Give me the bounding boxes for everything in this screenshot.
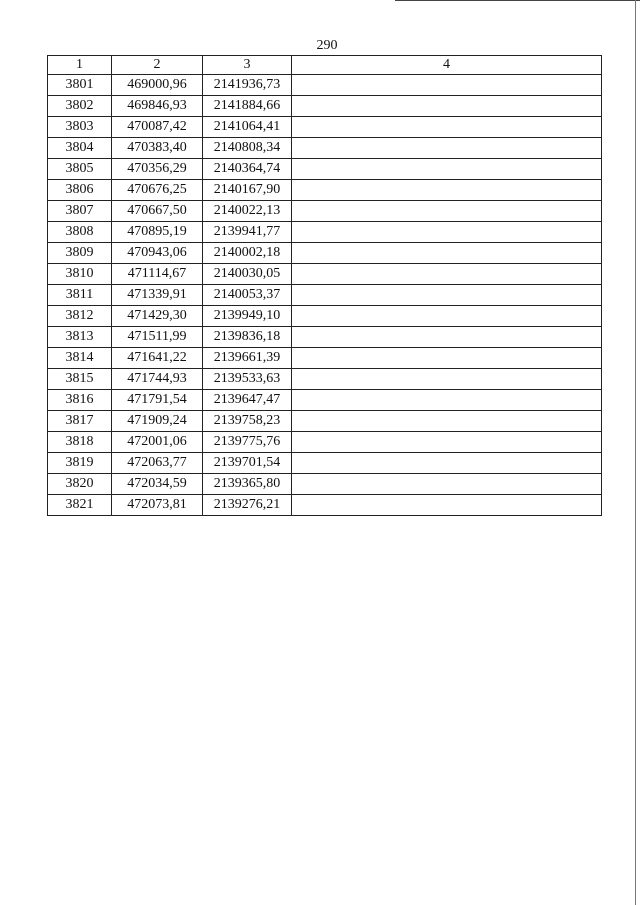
point-number-cell: 3810 (48, 264, 112, 285)
description-cell (292, 222, 602, 243)
point-number-cell: 3801 (48, 75, 112, 96)
x-coordinate-cell: 471429,30 (112, 306, 203, 327)
x-coordinate-cell: 472034,59 (112, 474, 203, 495)
description-cell (292, 159, 602, 180)
description-cell (292, 243, 602, 264)
scan-edge-top (395, 0, 640, 1)
point-number-cell: 3802 (48, 96, 112, 117)
coordinates-table (47, 55, 602, 516)
y-coordinate-cell: 2139647,47 (203, 390, 292, 411)
table-row (48, 474, 602, 495)
x-coordinate-cell: 471339,91 (112, 285, 203, 306)
point-number-cell: 3821 (48, 495, 112, 516)
x-coordinate-cell: 471791,54 (112, 390, 203, 411)
table-row (48, 117, 602, 138)
table-row (48, 243, 602, 264)
x-coordinate-cell: 471114,67 (112, 264, 203, 285)
point-number-cell: 3819 (48, 453, 112, 474)
y-coordinate-cell: 2139533,63 (203, 369, 292, 390)
description-cell (292, 285, 602, 306)
x-coordinate-cell: 471744,93 (112, 369, 203, 390)
table-row (48, 369, 602, 390)
point-number-cell: 3817 (48, 411, 112, 432)
description-cell (292, 327, 602, 348)
table-row (48, 453, 602, 474)
table-row (48, 96, 602, 117)
column-header-3: 3 (203, 56, 292, 75)
table-row (48, 285, 602, 306)
y-coordinate-cell: 2139949,10 (203, 306, 292, 327)
y-coordinate-cell: 2140053,37 (203, 285, 292, 306)
y-coordinate-cell: 2139758,23 (203, 411, 292, 432)
x-coordinate-cell: 470383,40 (112, 138, 203, 159)
description-cell (292, 180, 602, 201)
x-coordinate-cell: 472063,77 (112, 453, 203, 474)
x-coordinate-cell: 470895,19 (112, 222, 203, 243)
point-number-cell: 3806 (48, 180, 112, 201)
table-row (48, 411, 602, 432)
scan-edge-right (635, 0, 636, 905)
y-coordinate-cell: 2141064,41 (203, 117, 292, 138)
y-coordinate-cell: 2140364,74 (203, 159, 292, 180)
x-coordinate-cell: 470087,42 (112, 117, 203, 138)
point-number-cell: 3813 (48, 327, 112, 348)
x-coordinate-cell: 470943,06 (112, 243, 203, 264)
x-coordinate-cell: 471511,99 (112, 327, 203, 348)
y-coordinate-cell: 2139701,54 (203, 453, 292, 474)
y-coordinate-cell: 2139775,76 (203, 432, 292, 453)
x-coordinate-cell: 472001,06 (112, 432, 203, 453)
description-cell (292, 495, 602, 516)
point-number-cell: 3811 (48, 285, 112, 306)
x-coordinate-cell: 469000,96 (112, 75, 203, 96)
table-row (48, 432, 602, 453)
point-number-cell: 3818 (48, 432, 112, 453)
x-coordinate-cell: 470676,25 (112, 180, 203, 201)
description-cell (292, 201, 602, 222)
y-coordinate-cell: 2139941,77 (203, 222, 292, 243)
description-cell (292, 264, 602, 285)
x-coordinate-cell: 470356,29 (112, 159, 203, 180)
table-row (48, 159, 602, 180)
point-number-cell: 3805 (48, 159, 112, 180)
table-row (48, 327, 602, 348)
y-coordinate-cell: 2141884,66 (203, 96, 292, 117)
description-cell (292, 432, 602, 453)
page-number: 290 (316, 38, 338, 53)
description-cell (292, 96, 602, 117)
description-cell (292, 306, 602, 327)
y-coordinate-cell: 2140167,90 (203, 180, 292, 201)
point-number-cell: 3812 (48, 306, 112, 327)
x-coordinate-cell: 469846,93 (112, 96, 203, 117)
column-header-4: 4 (292, 56, 602, 75)
table-row (48, 75, 602, 96)
x-coordinate-cell: 472073,81 (112, 495, 203, 516)
y-coordinate-cell: 2139365,80 (203, 474, 292, 495)
point-number-cell: 3803 (48, 117, 112, 138)
y-coordinate-cell: 2140022,13 (203, 201, 292, 222)
y-coordinate-cell: 2140030,05 (203, 264, 292, 285)
header-row (48, 56, 602, 75)
description-cell (292, 117, 602, 138)
point-number-cell: 3804 (48, 138, 112, 159)
table-row (48, 264, 602, 285)
description-cell (292, 369, 602, 390)
description-cell (292, 138, 602, 159)
column-header-2: 2 (112, 56, 203, 75)
point-number-cell: 3820 (48, 474, 112, 495)
y-coordinate-cell: 2139661,39 (203, 348, 292, 369)
point-number-cell: 3809 (48, 243, 112, 264)
x-coordinate-cell: 471909,24 (112, 411, 203, 432)
y-coordinate-cell: 2139276,21 (203, 495, 292, 516)
point-number-cell: 3808 (48, 222, 112, 243)
y-coordinate-cell: 2139836,18 (203, 327, 292, 348)
description-cell (292, 411, 602, 432)
x-coordinate-cell: 471641,22 (112, 348, 203, 369)
table-row (48, 390, 602, 411)
description-cell (292, 474, 602, 495)
y-coordinate-cell: 2140808,34 (203, 138, 292, 159)
description-cell (292, 390, 602, 411)
table-row (48, 306, 602, 327)
table-body (48, 75, 602, 516)
y-coordinate-cell: 2140002,18 (203, 243, 292, 264)
point-number-cell: 3814 (48, 348, 112, 369)
table-row (48, 138, 602, 159)
table-row (48, 222, 602, 243)
table-row (48, 495, 602, 516)
point-number-cell: 3815 (48, 369, 112, 390)
x-coordinate-cell: 470667,50 (112, 201, 203, 222)
description-cell (292, 75, 602, 96)
y-coordinate-cell: 2141936,73 (203, 75, 292, 96)
table-row (48, 180, 602, 201)
column-header-1: 1 (48, 56, 112, 75)
table-row (48, 348, 602, 369)
description-cell (292, 348, 602, 369)
table-header (48, 56, 602, 75)
point-number-cell: 3816 (48, 390, 112, 411)
description-cell (292, 453, 602, 474)
table-row (48, 201, 602, 222)
point-number-cell: 3807 (48, 201, 112, 222)
